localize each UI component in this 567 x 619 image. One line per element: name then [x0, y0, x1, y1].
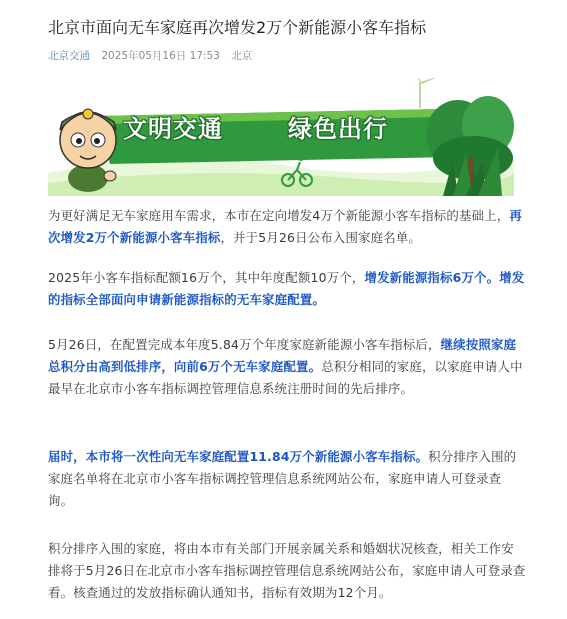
article-datetime: 2025年05月16日 17:53	[101, 50, 220, 62]
paragraph-text: 为更好满足无车家庭用车需求，本市在定向增发4万个新能源小客车指标的基础上，	[48, 208, 510, 223]
paragraph-text: 5月26日，在配置完成本年度5.84万个年度家庭新能源小客车指标后，	[48, 337, 441, 352]
article-meta	[48, 49, 260, 63]
paragraph-text: 积分排序入围的家庭，将由本市有关部门开展亲属关系和婚姻状况核查，相关工作安排将于5月26日在北京市小客车指标调控管理信息系统网站公布，家庭申请人可登录查看。核查通过的发放指标确认通知书，指标有效期为12个月。	[48, 541, 526, 600]
article-source[interactable]: 北京交通	[48, 50, 90, 62]
paragraph-4	[48, 446, 526, 512]
paragraph-1	[48, 205, 526, 249]
article-location: 北京	[231, 50, 253, 62]
paragraph-text: 2025年小客车指标配额16万个，其中年度配额10万个，	[48, 270, 365, 285]
paragraph-highlight: 增发新能源指标6万个。增发的指标全部面向申请新能源指标的无车家庭配置。	[48, 270, 525, 307]
banner-image	[48, 78, 514, 196]
paragraph-highlight: 再次增发2万个新能源小客车指标	[48, 208, 522, 245]
paragraph-highlight: 届时，本市将一次性向无车家庭配置11.84万个新能源小客车指标。	[48, 449, 429, 464]
article-title: 北京市面向无车家庭再次增发2万个新能源小客车指标	[48, 18, 427, 37]
paragraph-highlight: 继续按照家庭总积分由高到低排序，向前6万个无车家庭配置。	[48, 337, 517, 374]
banner-slogan-left: 文明交通	[123, 115, 223, 143]
traffic-mascot	[60, 109, 116, 192]
paragraph-text: 积分排序入围的家庭名单将在北京市小客车指标调控管理信息系统网站公布，家庭申请人可登录查询。	[48, 449, 517, 508]
paragraph-text: 总积分相同的家庭，以家庭申请人中最早在北京市小客车指标调控管理信息系统注册时间的先后排序。	[48, 359, 523, 396]
banner-graphic	[48, 78, 514, 196]
paragraph-text: ，并于5月26日公布入围家庭名单。	[220, 230, 422, 245]
paragraph-3	[48, 334, 526, 400]
paragraph-2	[48, 267, 526, 311]
paragraph-5	[48, 538, 526, 604]
banner-slogan-right: 绿色出行	[288, 115, 388, 143]
